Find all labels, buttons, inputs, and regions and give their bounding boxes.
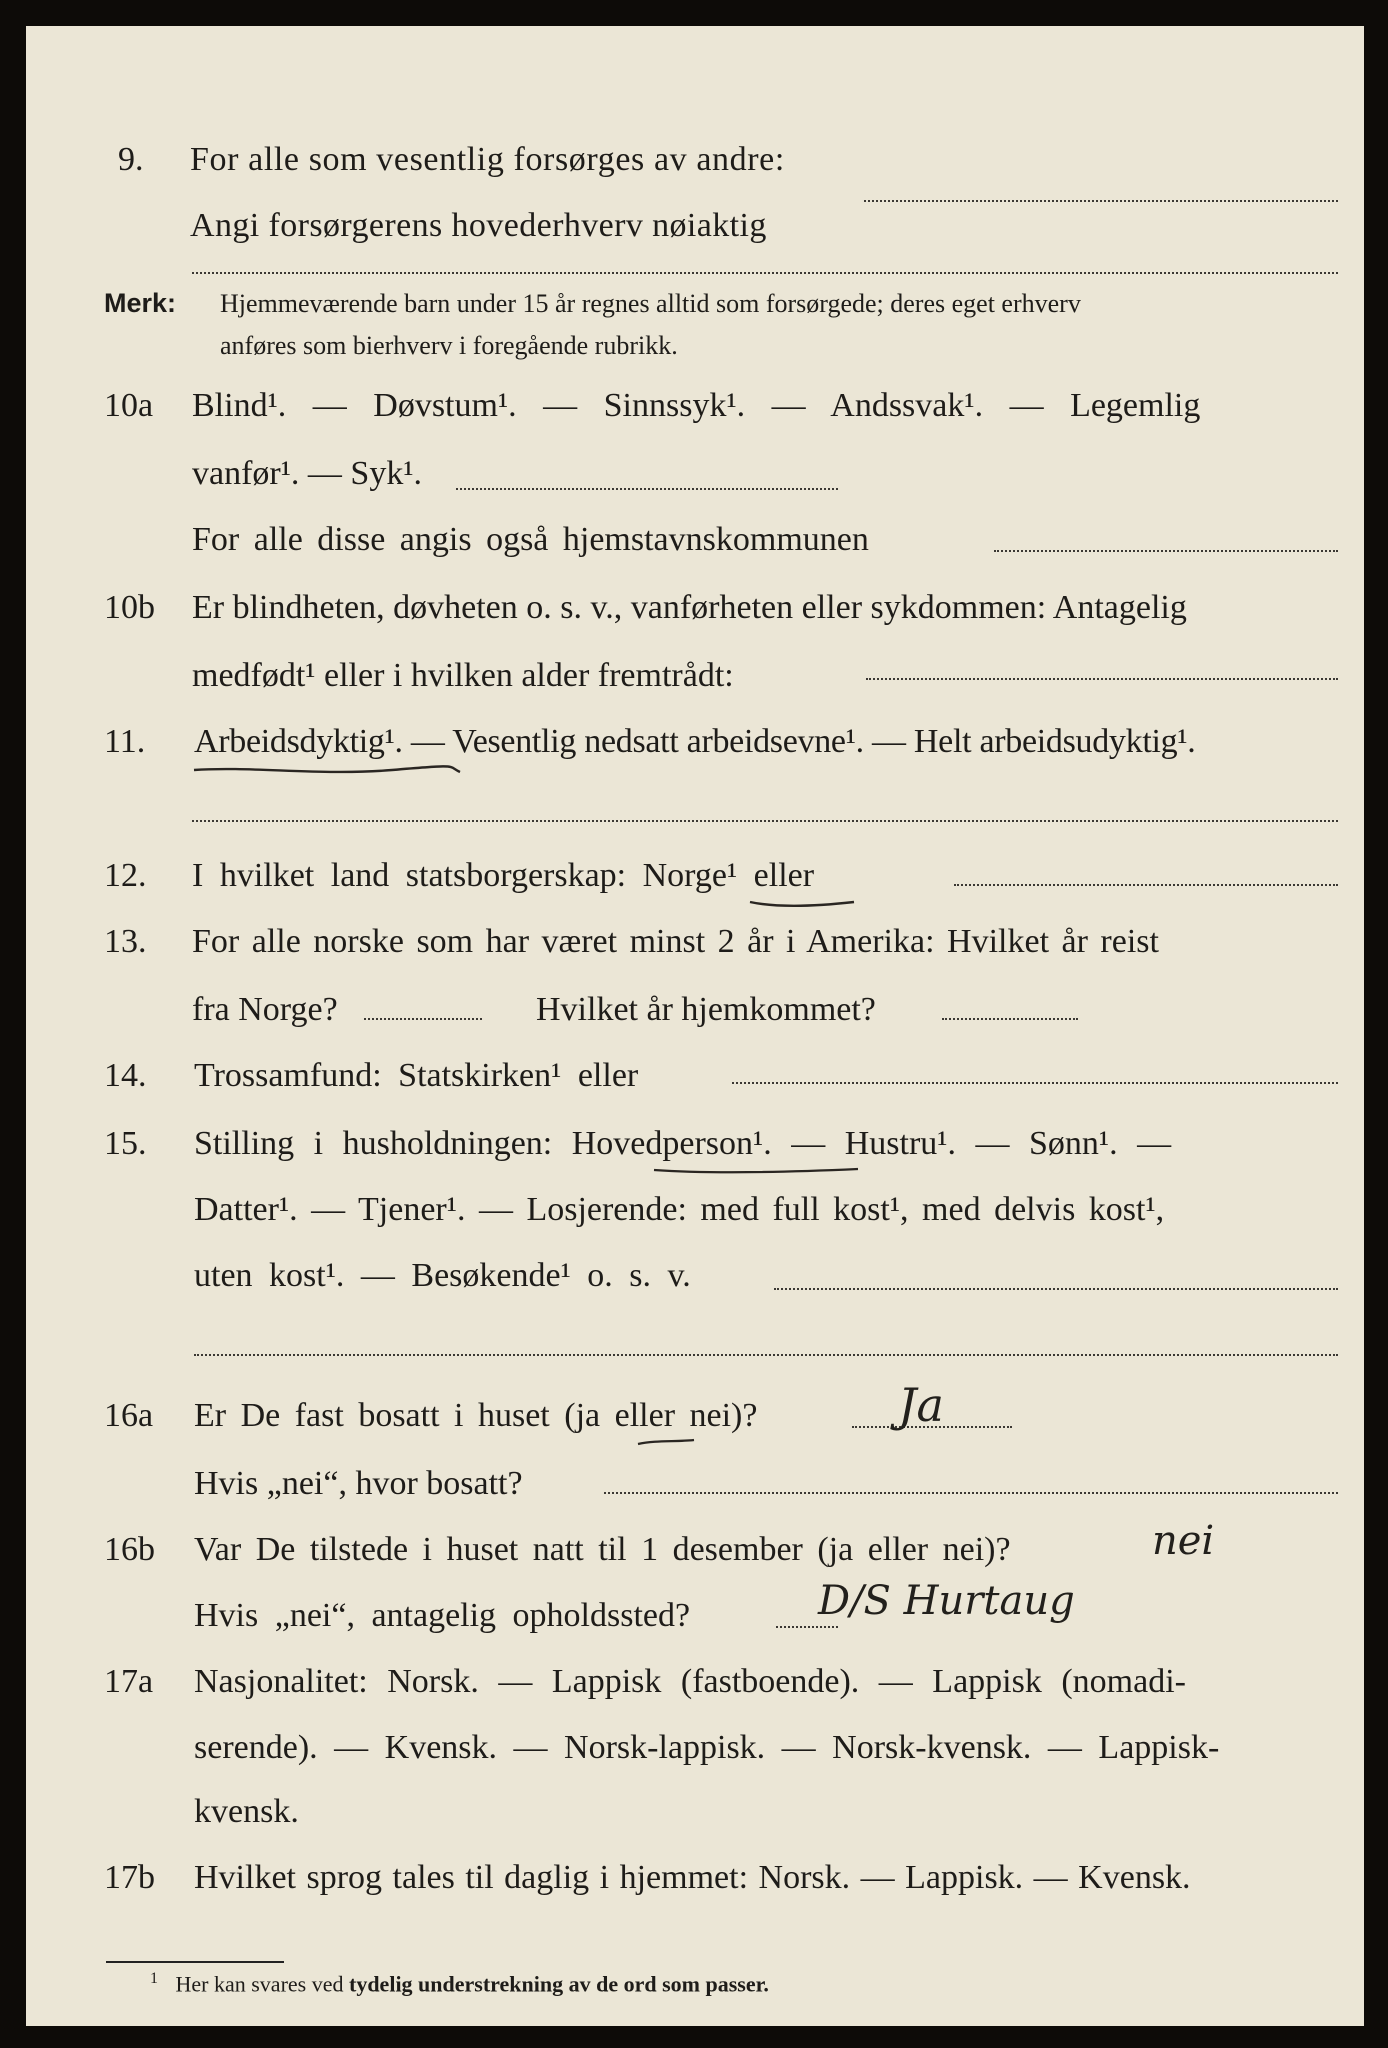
footnote-rule bbox=[106, 1961, 284, 1963]
question-text: Var De tilstede i huset natt til 1 desember (ja eller nei)? bbox=[194, 1531, 1011, 1568]
question-text: vanfør¹. — Syk¹. bbox=[192, 455, 423, 492]
question-text: For alle disse angis også hjemstavnskommunen bbox=[192, 521, 869, 558]
question-number: 9. bbox=[118, 141, 144, 178]
question-number: 10a bbox=[104, 387, 154, 424]
question-text: fra Norge? bbox=[192, 991, 338, 1028]
question-text: uten kost¹. — Besøkende¹ o. s. v. bbox=[194, 1257, 691, 1294]
question-text: Er De fast bosatt i huset (ja eller nei)? bbox=[194, 1397, 758, 1434]
question-text: serende). — Kvensk. — Norsk-lappisk. — Norsk-kvensk. — Lappisk- bbox=[194, 1729, 1220, 1766]
question-text: Hvis „nei“, hvor bosatt? bbox=[194, 1465, 523, 1502]
question-text: Er blindheten, døvheten o. s. v., vanførheten eller sykdommen: Antagelig bbox=[192, 589, 1187, 626]
answer-line[interactable] bbox=[776, 1626, 838, 1628]
question-text: kvensk. bbox=[194, 1793, 299, 1830]
question-number: 13. bbox=[104, 923, 147, 960]
note-text: Hjemmeværende barn under 15 år regnes alltid som forsørgede; deres eget erhverv bbox=[220, 289, 1081, 318]
answer-line[interactable] bbox=[864, 200, 1338, 202]
question-text: For alle norske som har været minst 2 år i Amerika: Hvilket år reist bbox=[192, 923, 1159, 960]
note-label: Merk: bbox=[104, 288, 177, 318]
handwritten-underline bbox=[652, 1162, 862, 1178]
question-number: 10b bbox=[104, 589, 155, 626]
answer-line[interactable] bbox=[994, 550, 1338, 552]
question-text: medfødt¹ eller i hvilken alder fremtrådt: bbox=[192, 657, 734, 694]
question-text: Angi forsørgerens hovederhverv nøiaktig bbox=[190, 207, 767, 244]
question-text: Stilling i husholdningen: Hovedperson¹. — Hustru¹. — Sønn¹. — bbox=[194, 1125, 1172, 1162]
answer-line[interactable] bbox=[866, 678, 1338, 680]
handwritten-answer: Ja bbox=[898, 1378, 944, 1432]
footnote-marker: 1 bbox=[150, 1970, 158, 1987]
answer-line[interactable] bbox=[604, 1492, 1338, 1494]
question-number: 16b bbox=[104, 1531, 155, 1568]
answer-line[interactable] bbox=[732, 1082, 1338, 1084]
answer-line[interactable] bbox=[456, 488, 838, 490]
question-number: 17a bbox=[104, 1663, 154, 1700]
question-text: Blind¹. — Døvstum¹. — Sinnssyk¹. — Andssvak¹. — Legemlig bbox=[192, 387, 1201, 424]
handwritten-answer: nei bbox=[1152, 1518, 1215, 1564]
answer-line[interactable] bbox=[192, 272, 1338, 274]
handwritten-underline bbox=[748, 894, 858, 914]
question-number: 17b bbox=[104, 1859, 155, 1896]
question-text: For alle som vesentlig forsørges av andre: bbox=[190, 141, 785, 178]
answer-line[interactable] bbox=[954, 884, 1338, 886]
note-text: anføres som bierhverv i foregående rubrikk. bbox=[220, 331, 678, 360]
question-number: 14. bbox=[104, 1057, 147, 1094]
question-text: Nasjonalitet: Norsk. — Lappisk (fastboende). — Lappisk (nomadi- bbox=[194, 1663, 1186, 1700]
answer-line[interactable] bbox=[192, 820, 1338, 822]
footnote bbox=[150, 1970, 769, 1997]
answer-line[interactable] bbox=[194, 1354, 1338, 1356]
answer-line[interactable] bbox=[774, 1288, 1338, 1290]
answer-line[interactable] bbox=[942, 1018, 1078, 1020]
question-number: 15. bbox=[104, 1125, 147, 1162]
handwritten-underline bbox=[636, 1434, 696, 1450]
footnote-text-bold: tydelig understrekning av de ord som passer. bbox=[349, 1971, 769, 1997]
footnote-text: Her kan svares ved bbox=[175, 1971, 344, 1997]
question-number: 11. bbox=[104, 723, 146, 760]
question-text: Arbeidsdyktig¹. — Vesentlig nedsatt arbeidsevne¹. — Helt arbeidsudyktig¹. bbox=[194, 723, 1196, 760]
handwritten-answer: D/S Hurtaug bbox=[818, 1578, 1075, 1624]
question-text: I hvilket land statsborgerskap: Norge¹ eller bbox=[192, 857, 815, 894]
question-text: Datter¹. — Tjener¹. — Losjerende: med full kost¹, med delvis kost¹, bbox=[194, 1191, 1165, 1228]
question-text: Trossamfund: Statskirken¹ eller bbox=[194, 1057, 639, 1094]
question-number: 12. bbox=[104, 857, 147, 894]
census-form-page bbox=[26, 26, 1364, 2026]
answer-line[interactable] bbox=[364, 1018, 482, 1020]
question-text: Hvilket sprog tales til daglig i hjemmet: Norsk. — Lappisk. — Kvensk. bbox=[194, 1859, 1191, 1896]
question-number: 16a bbox=[104, 1397, 154, 1434]
question-text: Hvilket år hjemkommet? bbox=[536, 991, 876, 1028]
question-text: Hvis „nei“, antagelig opholdssted? bbox=[194, 1597, 691, 1634]
handwritten-underline bbox=[192, 760, 462, 780]
